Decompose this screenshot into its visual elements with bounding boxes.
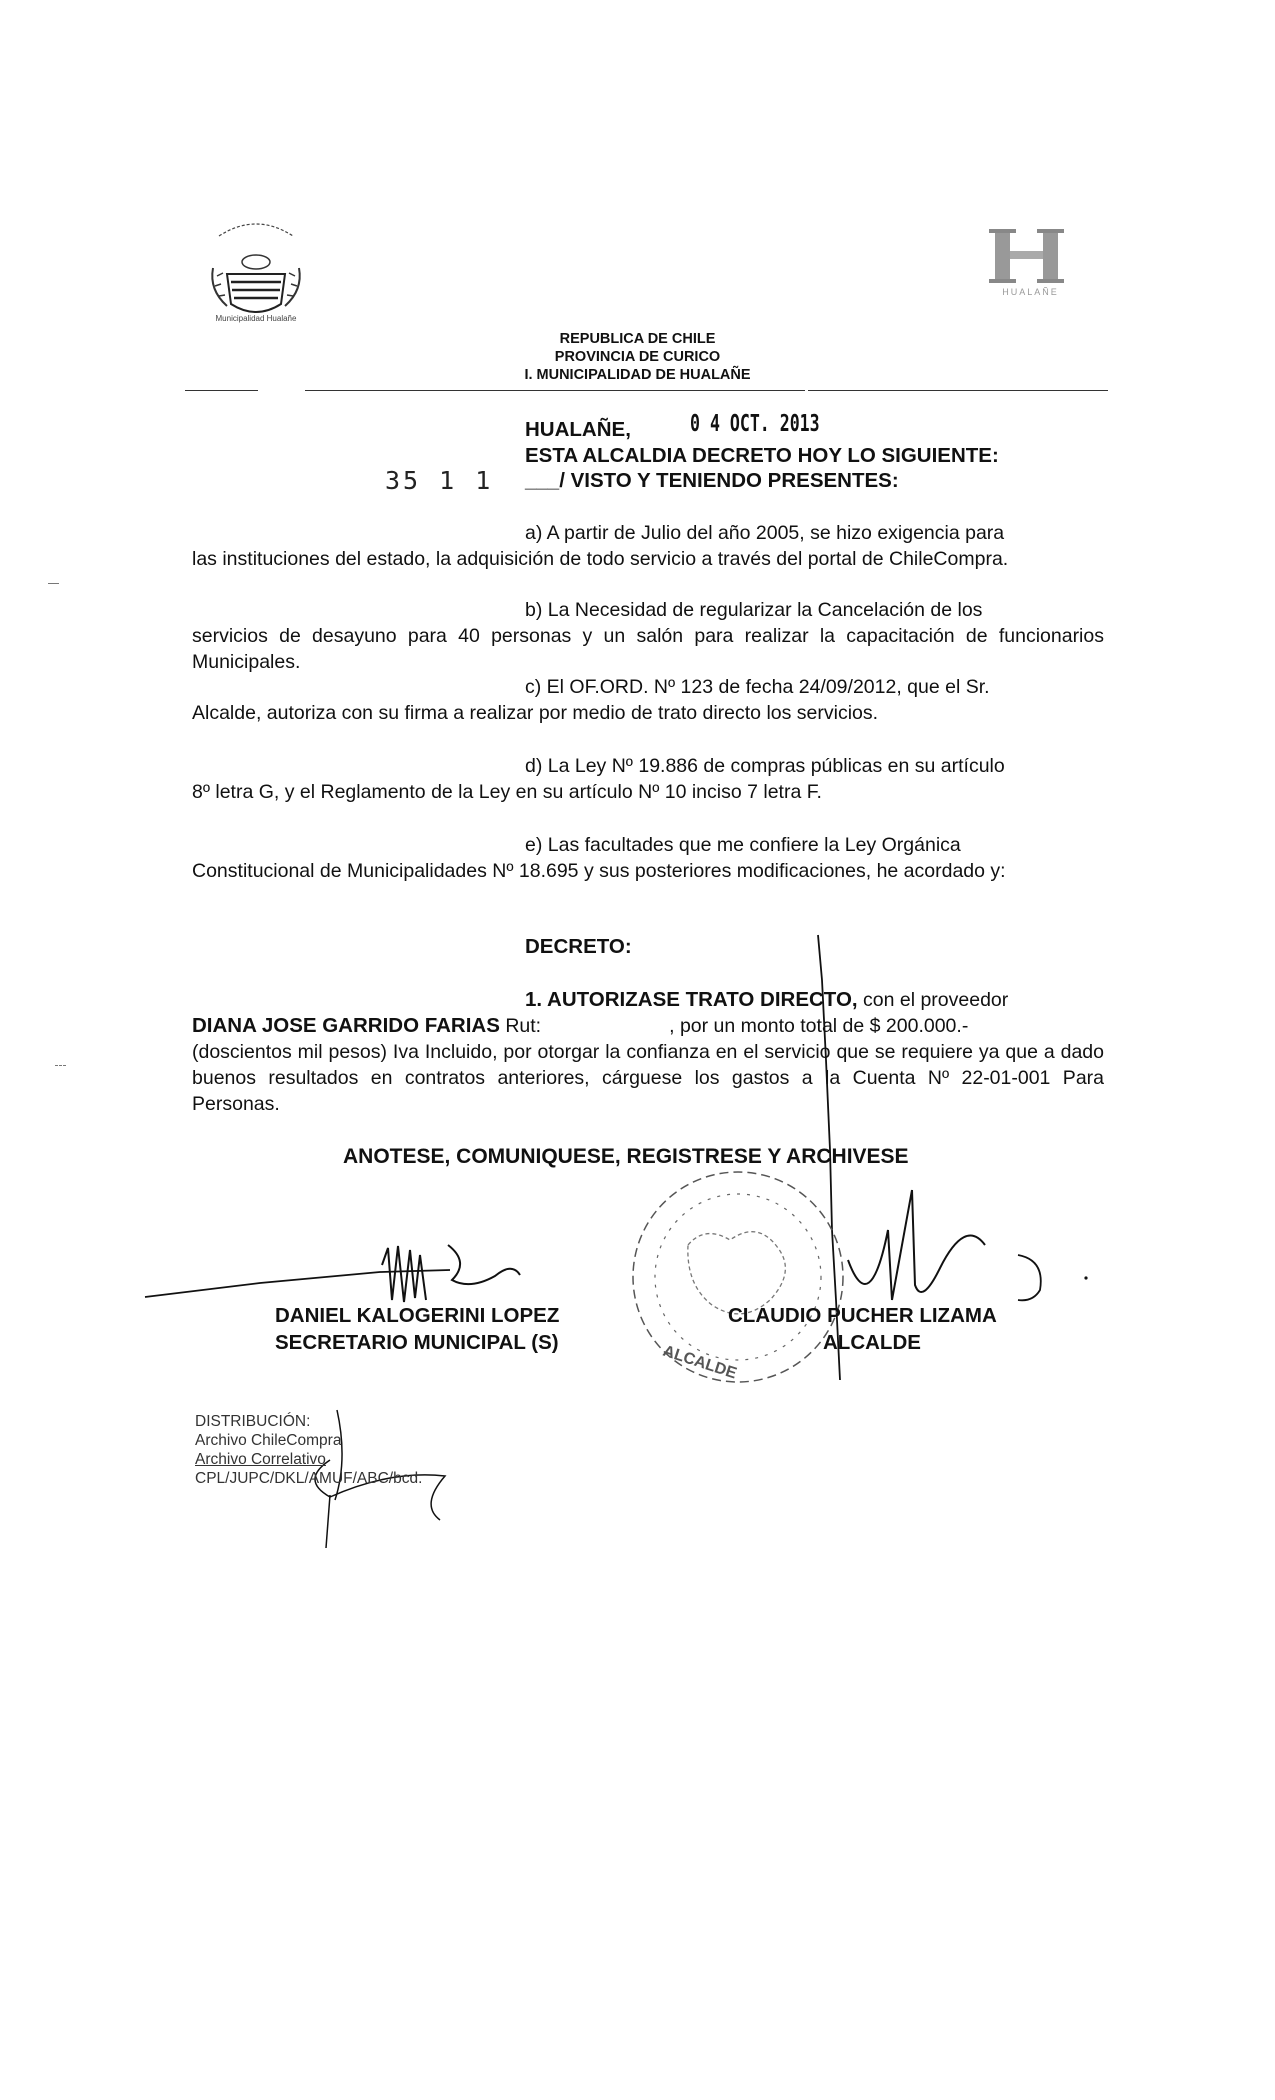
signer-title: SECRETARIO MUNICIPAL (S)	[275, 1331, 559, 1354]
signer-title: ALCALDE	[823, 1331, 921, 1354]
rut-label: Rut:	[499, 1015, 542, 1037]
header-line-province: PROVINCIA DE CURICO	[554, 349, 721, 365]
consideration-text: servicios de desayuno para 40 personas y un salón para realizar la capacitación de funcionarios Municipales.	[192, 625, 1104, 673]
dateline-place: HUALAÑE,	[525, 418, 631, 441]
header-line-municipality: I. MUNICIPALIDAD DE HUALAÑE	[524, 367, 751, 383]
header-line-republic: REPUBLICA DE CHILE	[559, 331, 716, 347]
logo-caption: HUALAÑE	[1002, 287, 1059, 297]
amount-text: , por un monto total de $ 200.000.-	[669, 1015, 969, 1037]
consideration-first-line: c) El OF.ORD. Nº 123 de fecha 24/09/2012, que el Sr.	[525, 676, 990, 698]
consideration-text: Alcalde, autoriza con su firma a realizar por medio de trato directo los servicios.	[192, 702, 879, 724]
consideration-first-line: b) La Necesidad de regularizar la Cancelación de los	[525, 599, 983, 621]
decree-heading: ESTA ALCALDIA DECRETO HOY LO SIGUIENTE:	[525, 444, 999, 467]
provider-name: DIANA JOSE GARRIDO FARIAS	[192, 1014, 500, 1037]
crest-caption: Municipalidad Hualañe	[215, 314, 297, 323]
consideration-first-line: e) Las facultades que me confiere la Ley Orgánica	[525, 834, 961, 856]
consideration-text: Constitucional de Municipalidades Nº 18.695 y sus posteriores modificaciones, he acordado y:	[192, 860, 1006, 882]
signature-block-secretary	[275, 1302, 559, 1356]
distribution-item: Archivo ChileCompra	[195, 1432, 342, 1449]
decree-item-lead: 1. AUTORIZASE TRATO DIRECTO,	[525, 988, 858, 1011]
signature-block-mayor	[728, 1302, 997, 1356]
consideration-first-line: d) La Ley Nº 19.886 de compras públicas en su artículo	[525, 755, 1005, 777]
closing-formula: ANOTESE, COMUNIQUESE, REGISTRESE Y ARCHIVESE	[343, 1145, 909, 1168]
consideration-text: las instituciones del estado, la adquisición de todo servicio a través del portal de ChileCompra.	[192, 548, 1009, 570]
decree-item-continuation: (doscientos mil pesos) Iva Incluido, por otorgar la confianza en el servicio que se requiere ya que a dado buenos resultados en contratos anteriores, cárguese los gastos a la Cuenta Nº 22-01-001 Para Personas.	[192, 1041, 1104, 1115]
distribution-item: Archivo Correlativo	[195, 1451, 326, 1468]
stamp-text: ALCALDE	[660, 1342, 739, 1383]
distribution-block	[195, 1412, 422, 1488]
consideration-first-line: a) A partir de Julio del año 2005, se hizo exigencia para	[525, 522, 1005, 544]
signer-name: DANIEL KALOGERINI LOPEZ	[275, 1304, 560, 1327]
decree-number-stamp: 35 1 1	[385, 466, 494, 495]
distribution-item: CPL/JUPC/DKL/AMUF/ABC/bcd.	[195, 1470, 423, 1487]
distribution-label: DISTRIBUCIÓN:	[195, 1413, 311, 1430]
date-stamp: 0 4 OCT. 2013	[690, 411, 820, 437]
decree-item-lead-rest: con el proveedor	[857, 989, 1009, 1011]
consideration-text: 8º letra G, y el Reglamento de la Ley en su artículo Nº 10 inciso 7 letra F.	[192, 781, 822, 803]
visto-heading: ___/ VISTO Y TENIENDO PRESENTES:	[525, 469, 899, 492]
signer-name: CLAUDIO PUCHER LIZAMA	[728, 1304, 997, 1327]
decree-label: DECRETO:	[525, 935, 632, 958]
